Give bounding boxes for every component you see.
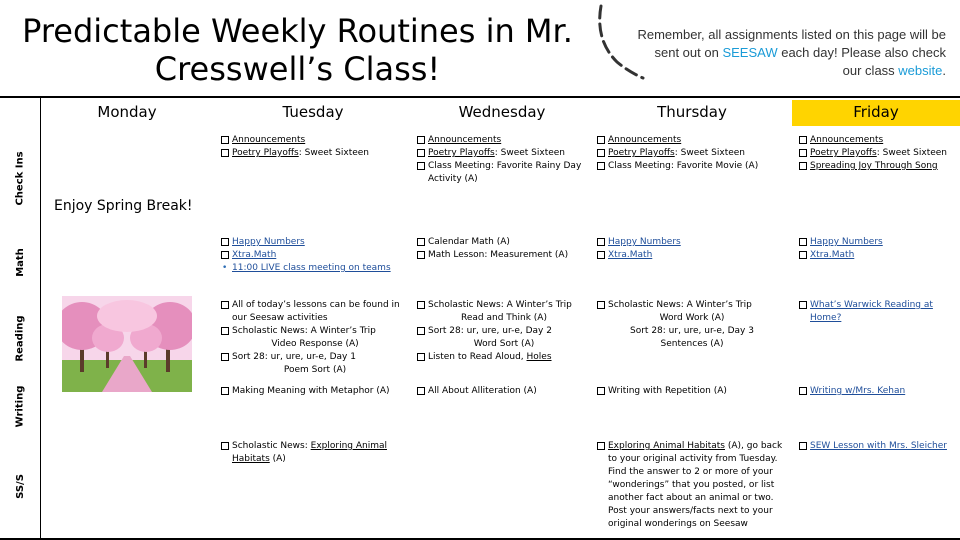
checkins-friday bbox=[798, 134, 958, 173]
ss-tuesday bbox=[220, 440, 410, 466]
announcements-link[interactable]: Announcements bbox=[608, 135, 682, 145]
subject-math bbox=[0, 230, 40, 294]
item-subtext: Read and Think (A) bbox=[461, 313, 547, 323]
checkins-thursday bbox=[596, 134, 788, 173]
item-subtext: Word Work (A) bbox=[659, 313, 725, 323]
writing-kehan-link[interactable]: Writing w/Mrs. Kehan bbox=[810, 386, 906, 396]
holes-link[interactable]: Holes bbox=[526, 352, 552, 362]
header-friday: Friday bbox=[792, 100, 960, 126]
header-wednesday: Wednesday bbox=[458, 103, 546, 121]
list-item bbox=[416, 147, 592, 160]
list-item bbox=[220, 249, 412, 262]
spreading-joy-link[interactable]: Spreading Joy Through Song bbox=[810, 161, 938, 171]
list-item bbox=[798, 249, 958, 262]
announcements-link[interactable]: Announcements bbox=[810, 135, 884, 145]
note-text-2: each day! Please also check our class bbox=[777, 45, 946, 78]
happy-numbers-link[interactable]: Happy Numbers bbox=[810, 237, 883, 247]
list-item: Scholastic News: A Winter’s Trip bbox=[220, 325, 410, 338]
xtramath-link[interactable]: Xtra.Math bbox=[810, 250, 855, 260]
subject-checkins bbox=[0, 128, 40, 228]
reading-tuesday bbox=[220, 299, 410, 377]
writing-friday bbox=[798, 385, 958, 398]
item-text: : Sweet Sixteen bbox=[494, 148, 566, 158]
item-text: (A), go back to your original activity from Tuesday. Find the answer to 2 or more of your “wonderings” that you posted, or list another fact about an animal or two. Post your answers/facts next to your original wonderings on Seesaw bbox=[608, 441, 783, 529]
list-item: All About Alliteration (A) bbox=[416, 385, 592, 398]
list-item: Writing with Repetition (A) bbox=[596, 385, 788, 398]
list-item bbox=[220, 236, 412, 249]
list-item bbox=[596, 236, 788, 249]
reading-thursday bbox=[596, 299, 788, 351]
list-item bbox=[798, 385, 958, 398]
subject-ss bbox=[0, 434, 40, 538]
math-tuesday bbox=[220, 236, 412, 275]
list-item: All of today’s lessons can be found in our Seesaw activities bbox=[220, 299, 410, 325]
poetry-playoffs-link[interactable]: Poetry Playoffs bbox=[428, 148, 495, 158]
happy-numbers-link[interactable]: Happy Numbers bbox=[608, 237, 681, 247]
item-text: : Sweet Sixteen bbox=[876, 148, 948, 158]
assignment-note bbox=[636, 26, 946, 80]
list-item bbox=[220, 262, 412, 275]
list-item bbox=[798, 299, 958, 325]
list-item bbox=[798, 236, 958, 249]
writing-wednesday bbox=[416, 385, 592, 398]
note-text-3: . bbox=[942, 63, 946, 78]
list-item bbox=[416, 351, 592, 364]
ss-thursday bbox=[596, 440, 788, 531]
header-thursday: Thursday bbox=[657, 103, 727, 121]
announcements-link[interactable]: Announcements bbox=[232, 135, 306, 145]
list-item bbox=[220, 440, 410, 466]
writing-tuesday bbox=[220, 385, 410, 398]
subject-math-label: Math bbox=[14, 247, 26, 277]
poetry-playoffs-link[interactable]: Poetry Playoffs bbox=[232, 148, 299, 158]
animal-habitats-link[interactable]: Exploring Animal Habitats bbox=[232, 441, 387, 464]
website-link[interactable]: website bbox=[898, 63, 943, 78]
reading-wednesday bbox=[416, 299, 592, 364]
list-item bbox=[596, 249, 788, 262]
item-text: : Sweet Sixteen bbox=[674, 148, 746, 158]
list-item bbox=[220, 134, 410, 147]
list-item: Sort 28: ur, ure, ur-e, Day 2 bbox=[416, 325, 592, 338]
cherry-blossom-image bbox=[62, 296, 192, 392]
list-item bbox=[596, 440, 788, 531]
item-subtext: Sort 28: ur, ure, ur-e, Day 3 bbox=[630, 326, 754, 336]
live-meeting-link[interactable]: 11:00 LIVE class meeting on teams bbox=[232, 263, 391, 273]
poetry-playoffs-link[interactable]: Poetry Playoffs bbox=[810, 148, 877, 158]
math-friday bbox=[798, 236, 958, 262]
item-text: : Sweet Sixteen bbox=[298, 148, 370, 158]
math-wednesday bbox=[416, 236, 592, 262]
list-item: Calendar Math (A) bbox=[416, 236, 592, 249]
list-item bbox=[798, 147, 958, 160]
list-item: Sort 28: ur, ure, ur-e, Day 1 bbox=[220, 351, 410, 364]
list-item: Class Meeting: Favorite Rainy Day Activity (A) bbox=[416, 160, 592, 186]
item-subtext: Word Sort (A) bbox=[473, 339, 535, 349]
item-text: (A) bbox=[269, 454, 286, 464]
list-item: Scholastic News: A Winter’s Trip bbox=[416, 299, 592, 312]
page-title: Predictable Weekly Routines in Mr. Cresswell’s Class! bbox=[22, 12, 573, 88]
sew-lesson-link[interactable]: SEW Lesson with Mrs. Sleicher bbox=[810, 441, 947, 451]
spring-break-text: Enjoy Spring Break! bbox=[54, 198, 193, 214]
list-item bbox=[798, 160, 958, 173]
list-item bbox=[596, 134, 788, 147]
item-subtext: Poem Sort (A) bbox=[283, 365, 347, 375]
list-item bbox=[798, 134, 958, 147]
item-subtext: Video Response (A) bbox=[271, 339, 359, 349]
reading-friday bbox=[798, 299, 958, 325]
seesaw-text: SEESAW bbox=[722, 45, 778, 60]
header-monday: Monday bbox=[97, 103, 157, 121]
list-item bbox=[798, 440, 958, 453]
list-item bbox=[220, 147, 410, 160]
checkins-tuesday bbox=[220, 134, 410, 160]
item-subtext: Sentences (A) bbox=[660, 339, 724, 349]
xtramath-link[interactable]: Xtra.Math bbox=[232, 250, 277, 260]
note-text-1: Remember, all assignments listed on this page will be sent out on bbox=[637, 27, 946, 60]
happy-numbers-link[interactable]: Happy Numbers bbox=[232, 237, 305, 247]
header-tuesday: Tuesday bbox=[282, 103, 344, 121]
warwick-reading-link[interactable]: What’s Warwick Reading at Home? bbox=[810, 300, 933, 323]
subject-reading bbox=[0, 296, 40, 380]
item-text: Scholastic News: bbox=[232, 441, 311, 451]
column-divider bbox=[40, 96, 41, 540]
xtramath-link[interactable]: Xtra.Math bbox=[608, 250, 653, 260]
announcements-link[interactable]: Announcements bbox=[428, 135, 502, 145]
item-text: Listen to Read Aloud, bbox=[428, 352, 527, 362]
list-item: Making Meaning with Metaphor (A) bbox=[220, 385, 410, 398]
subject-writing bbox=[0, 380, 40, 432]
list-item: Scholastic News: A Winter’s Trip bbox=[596, 299, 788, 312]
list-item: Class Meeting: Favorite Movie (A) bbox=[596, 160, 788, 173]
table-top-border bbox=[0, 96, 960, 98]
list-item: Math Lesson: Measurement (A) bbox=[416, 249, 592, 262]
subject-ss-label: SS/S bbox=[14, 473, 26, 499]
checkins-wednesday bbox=[416, 134, 592, 186]
ss-friday bbox=[798, 440, 958, 453]
math-thursday bbox=[596, 236, 788, 262]
poetry-playoffs-link[interactable]: Poetry Playoffs bbox=[608, 148, 675, 158]
writing-thursday bbox=[596, 385, 788, 398]
subject-writing-label: Writing bbox=[14, 385, 26, 427]
animal-habitats-link[interactable]: Exploring Animal Habitats bbox=[608, 441, 725, 451]
list-item bbox=[596, 147, 788, 160]
subject-reading-label: Reading bbox=[14, 314, 26, 362]
subject-checkins-label: Check Ins bbox=[14, 150, 26, 206]
list-item bbox=[416, 134, 592, 147]
